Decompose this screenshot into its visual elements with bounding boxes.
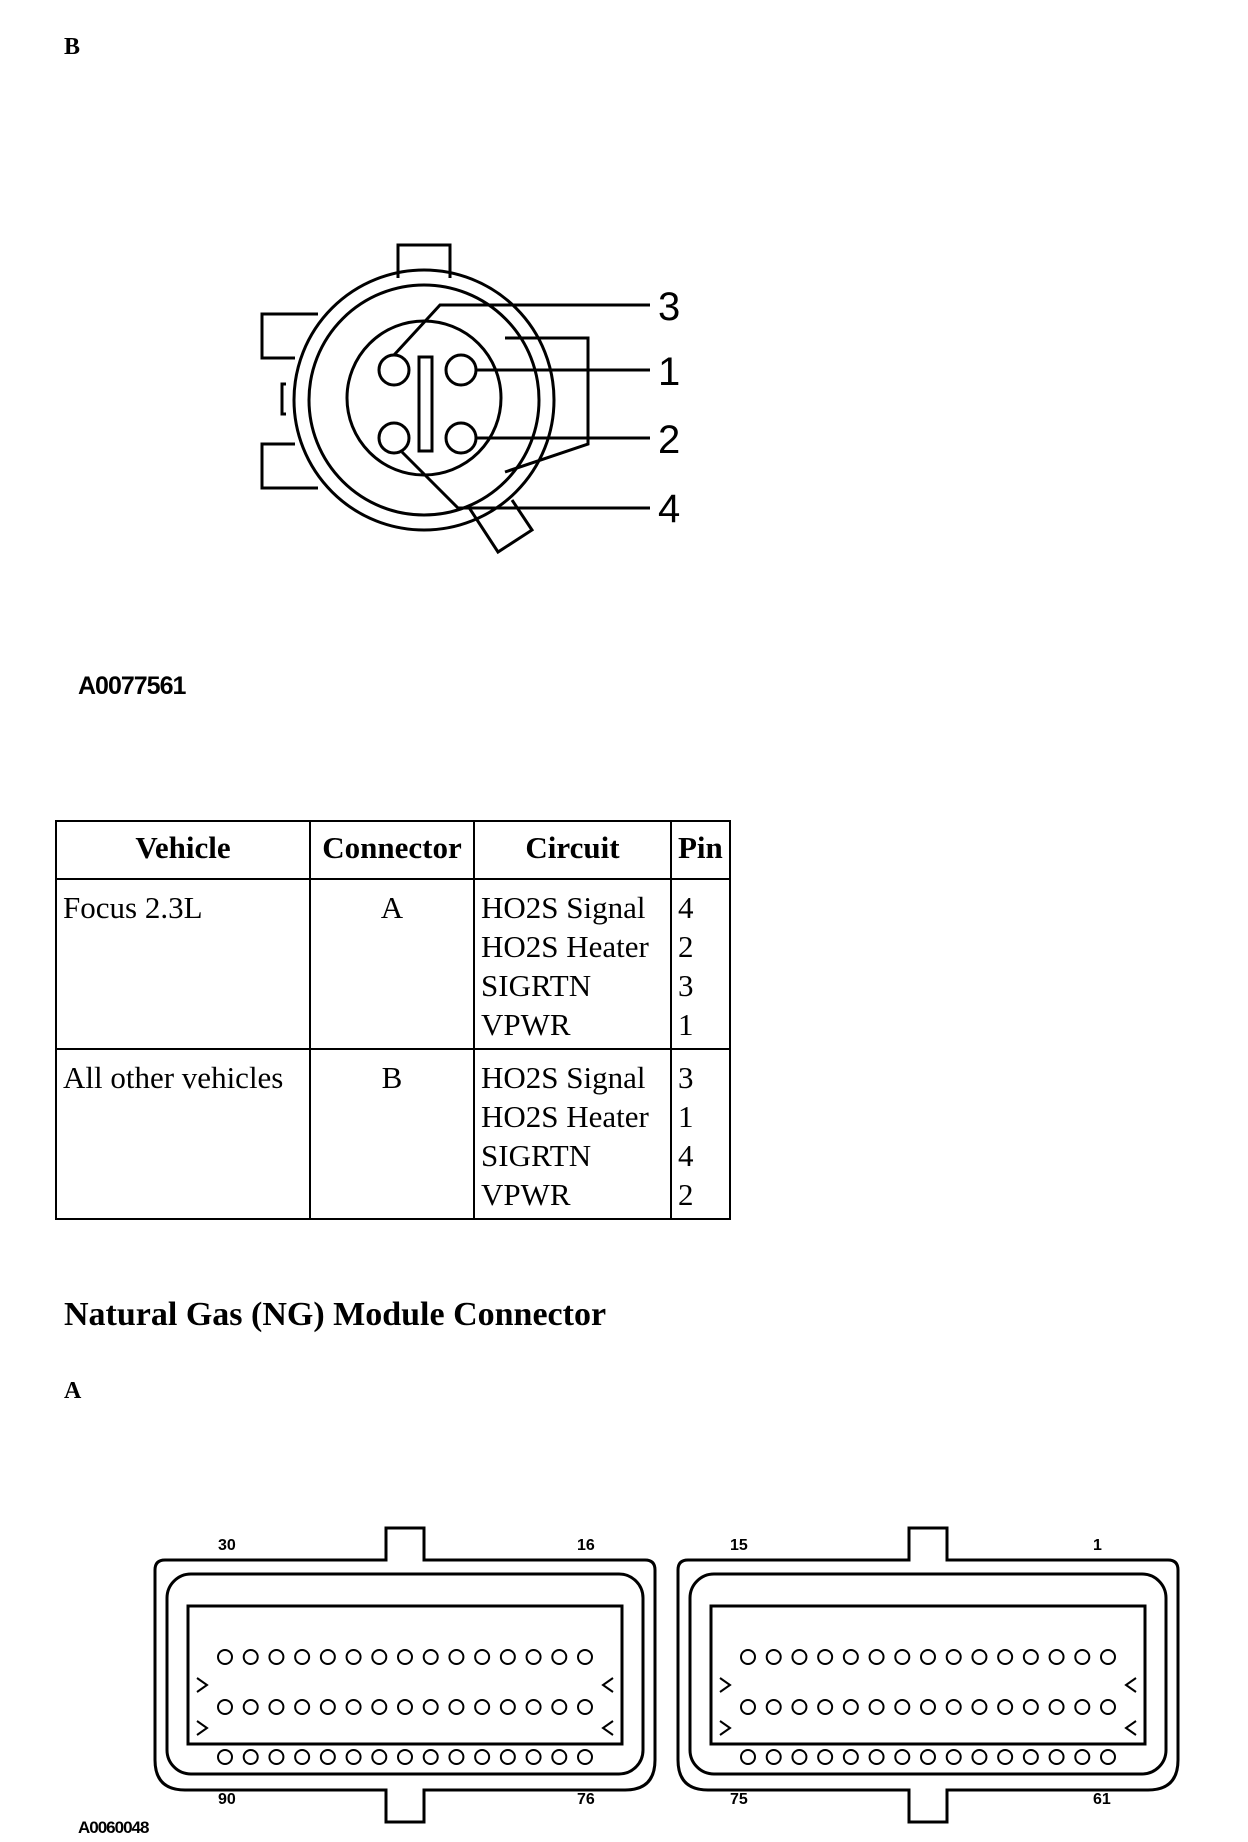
header-circuit: Circuit	[474, 821, 671, 879]
vehicle-cell: All other vehicles	[56, 1049, 310, 1219]
right-connector-pin	[895, 1700, 909, 1714]
right-connector-pin	[870, 1650, 884, 1664]
connector-cell: A	[310, 879, 474, 1049]
pin-number: 3	[678, 1060, 694, 1095]
connector-b-diagram	[0, 0, 1248, 700]
circuit-name: SIGRTN	[481, 968, 592, 1003]
right-connector-pin	[767, 1700, 781, 1714]
right-connector-pin	[741, 1700, 755, 1714]
right-connector-pin	[947, 1700, 961, 1714]
left-connector-pin	[321, 1700, 335, 1714]
left-connector-pin	[552, 1700, 566, 1714]
right-connector-pin	[998, 1700, 1012, 1714]
right-connector-pin	[895, 1650, 909, 1664]
left-connector-pin	[578, 1700, 592, 1714]
left-connector-pin	[347, 1750, 361, 1764]
left-connector-pin	[501, 1700, 515, 1714]
right-connector-pin	[1075, 1750, 1089, 1764]
left-connector-pin	[398, 1650, 412, 1664]
circuit-cell	[474, 1049, 671, 1219]
pin-callout-4: 4	[658, 487, 681, 531]
right-connector-pin	[767, 1750, 781, 1764]
right-connector-pin	[1101, 1650, 1115, 1664]
right-connector-pin	[818, 1700, 832, 1714]
pin-callout-2: 2	[658, 418, 681, 462]
right-connector-latch-arrow	[720, 1678, 730, 1692]
right-connector-pin	[921, 1700, 935, 1714]
figure-id-connector-b: A0077561	[78, 672, 186, 700]
right-connector-pin	[1050, 1750, 1064, 1764]
left-connector-shell	[155, 1528, 655, 1822]
ng-right-top-right-number: 1	[1093, 1537, 1102, 1554]
left-connector-pin	[295, 1700, 309, 1714]
pin-number: 3	[678, 968, 694, 1003]
left-connector-pin	[449, 1650, 463, 1664]
section-title: Natural Gas (NG) Module Connector	[64, 1296, 607, 1333]
right-connector-pin	[844, 1750, 858, 1764]
ng-module-connector-diagram	[0, 1500, 1248, 1842]
right-connector-pin	[792, 1700, 806, 1714]
circuit-cell	[474, 879, 671, 1049]
pin-callout-1: 1	[658, 350, 681, 394]
left-connector-pin	[372, 1750, 386, 1764]
right-connector-pin	[1024, 1700, 1038, 1714]
circuit-name: SIGRTN	[481, 1138, 592, 1173]
header-connector: Connector	[310, 821, 474, 879]
pin-number: 2	[678, 929, 694, 964]
left-connector-pin	[218, 1650, 232, 1664]
pinout-table	[55, 820, 731, 1220]
left-connector-pin	[475, 1650, 489, 1664]
left-connector-pin	[269, 1650, 283, 1664]
pin-number: 1	[678, 1007, 694, 1042]
right-connector-pin	[870, 1700, 884, 1714]
right-connector-latch-arrow	[1126, 1721, 1136, 1735]
left-connector-pin	[449, 1750, 463, 1764]
right-connector-pin	[844, 1650, 858, 1664]
pin-number: 2	[678, 1177, 694, 1212]
ng-left-bottom-right-number: 76	[577, 1791, 595, 1808]
left-connector-pin	[347, 1700, 361, 1714]
left-connector-pin	[372, 1700, 386, 1714]
right-connector-pin	[1050, 1700, 1064, 1714]
circuit-name: VPWR	[481, 1007, 571, 1042]
table-row	[56, 879, 730, 1049]
left-connector-pin	[424, 1650, 438, 1664]
left-connector-pin	[218, 1750, 232, 1764]
vehicle-cell: Focus 2.3L	[56, 879, 310, 1049]
header-vehicle: Vehicle	[56, 821, 310, 879]
left-connector-pin	[424, 1750, 438, 1764]
left-connector-pin	[295, 1750, 309, 1764]
left-connector-pin	[295, 1650, 309, 1664]
left-connector-pin	[372, 1650, 386, 1664]
right-connector-pin	[792, 1750, 806, 1764]
left-connector-pin	[269, 1750, 283, 1764]
pin-number: 4	[678, 890, 694, 925]
pin-cell	[671, 879, 730, 1049]
left-connector-pin	[449, 1700, 463, 1714]
left-connector-pin	[475, 1750, 489, 1764]
right-connector-pin	[947, 1650, 961, 1664]
right-connector-pin	[792, 1650, 806, 1664]
left-connector-pin	[269, 1700, 283, 1714]
right-connector-pin	[1075, 1650, 1089, 1664]
right-connector-pin	[972, 1700, 986, 1714]
left-connector-pin	[578, 1750, 592, 1764]
ng-left-top-right-number: 16	[577, 1537, 595, 1554]
ng-right-bottom-left-number: 75	[730, 1791, 748, 1808]
right-connector-pin	[1024, 1650, 1038, 1664]
left-connector-pin	[321, 1650, 335, 1664]
left-connector-latch-arrow	[197, 1721, 207, 1735]
right-connector-pin	[741, 1750, 755, 1764]
circuit-name: HO2S Signal	[481, 1060, 646, 1095]
left-connector-pin	[501, 1750, 515, 1764]
header-pin: Pin	[671, 821, 730, 879]
right-connector-pin	[844, 1700, 858, 1714]
pin-number: 4	[678, 1138, 694, 1173]
ng-right-top-left-number: 15	[730, 1537, 748, 1554]
left-connector-latch-arrow	[603, 1721, 613, 1735]
right-connector-pin	[998, 1650, 1012, 1664]
left-connector-pin	[398, 1700, 412, 1714]
right-connector-pin	[921, 1650, 935, 1664]
right-connector-pin	[1101, 1750, 1115, 1764]
left-connector-pin	[347, 1650, 361, 1664]
circuit-name: VPWR	[481, 1177, 571, 1212]
ng-right-bottom-right-number: 61	[1093, 1791, 1111, 1808]
right-connector-pin	[998, 1750, 1012, 1764]
left-connector-pin	[475, 1700, 489, 1714]
right-connector-pin	[818, 1750, 832, 1764]
right-connector-pin	[1024, 1750, 1038, 1764]
left-connector-pin	[424, 1700, 438, 1714]
table-header-row	[56, 821, 730, 879]
connector-cell: B	[310, 1049, 474, 1219]
ng-connector-letter: A	[64, 1378, 82, 1404]
ng-left-bottom-left-number: 90	[218, 1791, 236, 1808]
left-connector-pin	[527, 1700, 541, 1714]
left-connector-latch-arrow	[197, 1678, 207, 1692]
right-connector-latch-arrow	[720, 1721, 730, 1735]
right-connector-pin	[895, 1750, 909, 1764]
right-connector-pin	[1050, 1650, 1064, 1664]
right-connector-pin	[921, 1750, 935, 1764]
left-connector-pin	[244, 1700, 258, 1714]
pin-callout-3: 3	[658, 285, 681, 329]
pin-number: 1	[678, 1099, 694, 1134]
left-connector-pin	[552, 1750, 566, 1764]
left-connector-pin	[321, 1750, 335, 1764]
left-connector-pin	[398, 1750, 412, 1764]
left-connector-pin-field	[188, 1606, 622, 1744]
left-connector-pin	[578, 1650, 592, 1664]
left-connector-pin	[218, 1700, 232, 1714]
right-connector-pin-field	[711, 1606, 1145, 1744]
left-connector-pin	[552, 1650, 566, 1664]
left-connector-latch-arrow	[603, 1678, 613, 1692]
circuit-name: HO2S Signal	[481, 890, 646, 925]
right-connector-pin	[972, 1650, 986, 1664]
figure-id-ng-connector: A0060048	[78, 1818, 149, 1837]
pin-cell	[671, 1049, 730, 1219]
circuit-name: HO2S Heater	[481, 1099, 649, 1134]
right-connector-pin	[1075, 1700, 1089, 1714]
right-connector-latch-arrow	[1126, 1678, 1136, 1692]
left-connector-pin	[244, 1650, 258, 1664]
right-connector-pin	[767, 1650, 781, 1664]
left-connector-pin	[501, 1650, 515, 1664]
left-connector-pin	[527, 1650, 541, 1664]
table-row	[56, 1049, 730, 1219]
ng-left-top-left-number: 30	[218, 1537, 236, 1554]
right-connector-pin	[870, 1750, 884, 1764]
left-connector-pin	[527, 1750, 541, 1764]
left-connector-pin	[244, 1750, 258, 1764]
circuit-name: HO2S Heater	[481, 929, 649, 964]
right-connector-pin	[818, 1650, 832, 1664]
right-connector-shell	[678, 1528, 1178, 1822]
connector-b-letter: B	[64, 34, 81, 60]
right-connector-pin	[741, 1650, 755, 1664]
right-connector-pin	[972, 1750, 986, 1764]
right-connector-pin	[947, 1750, 961, 1764]
right-connector-pin	[1101, 1700, 1115, 1714]
